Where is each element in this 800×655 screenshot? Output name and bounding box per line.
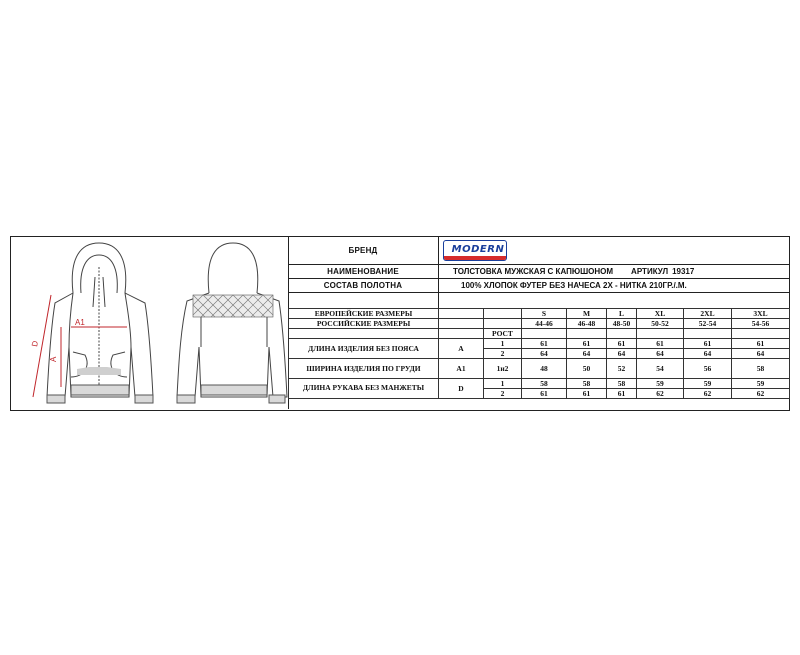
value-cell: 59 <box>732 379 790 389</box>
eu-size-label: ЕВРОПЕЙСКИЕ РАЗМЕРЫ <box>289 309 439 319</box>
name-label: НАИМЕНОВАНИЕ <box>288 264 439 278</box>
value-cell: 61 <box>684 339 732 349</box>
value-cell: 58 <box>522 379 567 389</box>
value-cell: 61 <box>607 339 637 349</box>
height-cell: 1и2 <box>484 359 522 379</box>
value-cell: 59 <box>637 379 684 389</box>
ru-size-row <box>289 319 790 329</box>
composition-row <box>288 278 789 293</box>
sleeve-row-1 <box>289 379 790 389</box>
value-cell: 62 <box>732 389 790 399</box>
value-cell: 48 <box>522 359 567 379</box>
value-cell: 61 <box>567 389 607 399</box>
eu-size-cell: S <box>522 309 567 319</box>
value-cell: 62 <box>637 389 684 399</box>
length-code: A <box>439 339 484 359</box>
ru-size-cell: 50-52 <box>637 319 684 329</box>
chest-row <box>289 359 790 379</box>
value-cell: 61 <box>607 389 637 399</box>
article-value: 19317 <box>672 266 695 276</box>
dimension-label-d: D <box>30 340 40 348</box>
value-cell: 58 <box>732 359 790 379</box>
ru-size-cell: 52-54 <box>684 319 732 329</box>
height-header-row <box>289 329 790 339</box>
value-cell: 58 <box>607 379 637 389</box>
value-cell: 61 <box>637 339 684 349</box>
brand-row <box>288 237 789 265</box>
height-cell: 1 <box>484 379 522 389</box>
chest-code: A1 <box>439 359 484 379</box>
value-cell: 64 <box>732 349 790 359</box>
eu-size-cell: M <box>567 309 607 319</box>
chest-label: ШИРИНА ИЗДЕЛИЯ ПО ГРУДИ <box>289 359 439 379</box>
value-cell: 61 <box>522 339 567 349</box>
ru-size-cell: 48-50 <box>607 319 637 329</box>
hoodie-back-drawing <box>177 243 287 403</box>
name-row <box>288 264 789 279</box>
value-cell: 52 <box>607 359 637 379</box>
composition-value: 100% ХЛОПОК ФУТЕР БЕЗ НАЧЕСА 2Х - НИТКА 210ГР./.М. <box>461 280 687 290</box>
brand-logo-text: MODERN <box>451 244 505 255</box>
eu-size-cell: XL <box>637 309 684 319</box>
pocket-shading <box>77 367 121 375</box>
height-cell: 1 <box>484 339 522 349</box>
ru-size-cell: 46-48 <box>567 319 607 329</box>
hoodie-sketch <box>11 237 288 409</box>
length-row-1 <box>289 339 790 349</box>
ru-size-label: РОССИЙСКИЕ РАЗМЕРЫ <box>289 319 439 329</box>
dimension-label-a1: A1 <box>75 318 85 327</box>
value-cell: 61 <box>522 389 567 399</box>
hoodie-front-drawing <box>47 243 153 403</box>
value-cell: 59 <box>684 379 732 389</box>
name-value: ТОЛСТОВКА МУЖСКАЯ С КАПЮШОНОМ <box>453 266 614 276</box>
quilted-yoke-pattern <box>193 295 273 317</box>
value-cell: 56 <box>684 359 732 379</box>
value-cell: 62 <box>684 389 732 399</box>
hoodie-sketch-panel <box>11 237 289 409</box>
measurement-table <box>288 308 790 399</box>
eu-size-cell: 2XL <box>684 309 732 319</box>
ru-size-cell: 54-56 <box>732 319 790 329</box>
value-cell: 64 <box>567 349 607 359</box>
value-cell: 64 <box>637 349 684 359</box>
height-cell: 2 <box>484 349 522 359</box>
dimension-label-a: A <box>49 356 58 362</box>
brand-logo <box>443 240 507 261</box>
brand-label: БРЕНД <box>288 237 439 264</box>
value-cell: 50 <box>567 359 607 379</box>
dimension-lines <box>33 295 127 397</box>
spacer-label <box>288 292 439 308</box>
eu-size-cell: 3XL <box>732 309 790 319</box>
article-label: АРТИКУЛ <box>631 266 669 276</box>
composition-label: СОСТАВ ПОЛОТНА <box>288 278 439 292</box>
spacer-row <box>288 292 789 309</box>
value-cell: 64 <box>684 349 732 359</box>
eu-size-cell: L <box>607 309 637 319</box>
size-chart-sheet <box>10 236 790 411</box>
height-cell: 2 <box>484 389 522 399</box>
sleeve-code: D <box>439 379 484 399</box>
value-cell: 54 <box>637 359 684 379</box>
sleeve-label: ДЛИНА РУКАВА БЕЗ МАНЖЕТЫ <box>289 379 439 399</box>
eu-size-row <box>289 309 790 319</box>
value-cell: 64 <box>607 349 637 359</box>
value-cell: 58 <box>567 379 607 389</box>
length-label: ДЛИНА ИЗДЕЛИЯ БЕЗ ПОЯСА <box>289 339 439 359</box>
value-cell: 64 <box>522 349 567 359</box>
height-header: РОСТ <box>484 329 522 339</box>
ru-size-cell: 44-46 <box>522 319 567 329</box>
value-cell: 61 <box>732 339 790 349</box>
value-cell: 61 <box>567 339 607 349</box>
